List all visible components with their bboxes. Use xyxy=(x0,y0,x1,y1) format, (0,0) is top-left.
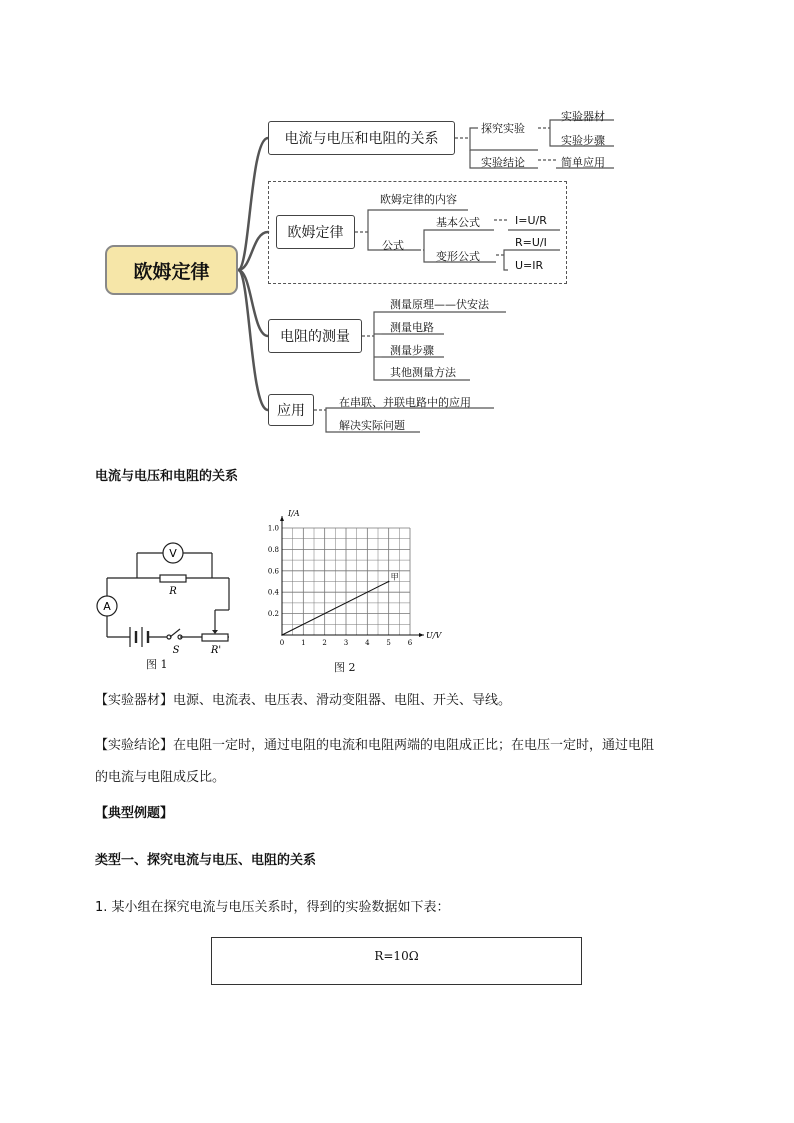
series-point xyxy=(388,581,390,583)
node-experiment-materials: 实验器材 xyxy=(561,110,605,123)
conclusion-label: 【实验结论】 xyxy=(95,738,174,753)
table-header: R=10Ω xyxy=(374,949,419,963)
node-measurement-circuit: 测量电路 xyxy=(390,321,434,334)
x-tick-label: 1 xyxy=(301,639,306,647)
node-measurement-principle: 测量原理——伏安法 xyxy=(390,298,489,311)
x-tick-label: 3 xyxy=(343,639,349,647)
y-tick-label: 0.6 xyxy=(267,567,279,576)
materials-label: 【实验器材】 xyxy=(95,693,174,708)
resistor-label: R xyxy=(169,586,177,597)
figure-1-circuit xyxy=(92,535,242,655)
node-experiment-conclusion: 实验结论 xyxy=(481,156,525,169)
y-tick-label: 0.2 xyxy=(267,610,279,619)
rheostat-label: R' xyxy=(210,645,222,655)
y-axis-label: I/A xyxy=(288,509,300,518)
node-explore-experiment: 探究实验 xyxy=(481,122,525,135)
x-axis-label: U/V xyxy=(426,631,442,640)
type1-heading: 类型一、探究电流与电压、电阻的关系 xyxy=(95,853,317,868)
x-axis-arrow xyxy=(419,633,424,637)
x-tick-label: 5 xyxy=(386,639,391,647)
section-title: 电流与电压和电阻的关系 xyxy=(95,469,239,484)
question-1: 1. 某小组在探究电流与电压关系时，得到的实验数据如下表： xyxy=(95,900,450,915)
x-tick-label: 4 xyxy=(365,639,370,647)
ammeter-label: A xyxy=(103,600,111,613)
node-simple-application: 简单应用 xyxy=(561,156,605,169)
figure-1-caption: 图 1 xyxy=(146,658,168,671)
node-formula-u: U=IR xyxy=(515,259,544,272)
chart-grid xyxy=(282,528,410,635)
branch-application: 应用 xyxy=(268,394,314,426)
node-measurement-steps: 测量步骤 xyxy=(390,344,434,357)
node-experiment-steps: 实验步骤 xyxy=(561,134,605,147)
node-other-methods: 其他测量方法 xyxy=(390,366,456,379)
voltmeter-label: V xyxy=(169,547,177,560)
figure-2-chart xyxy=(262,505,452,650)
figure-2-caption: 图 2 xyxy=(334,661,356,674)
x-tick-label: 0 xyxy=(279,639,285,647)
node-formula: 公式 xyxy=(382,239,404,252)
mindmap-root: 欧姆定律 xyxy=(105,245,238,295)
y-tick-label: 0.8 xyxy=(267,545,279,554)
node-practical-problems: 解决实际问题 xyxy=(339,419,405,432)
y-tick-label: 1.0 xyxy=(267,524,279,533)
examples-heading: 【典型例题】 xyxy=(95,806,174,821)
series-point xyxy=(281,634,283,636)
y-tick-label: 0.4 xyxy=(267,588,279,597)
branch-ohms-law: 欧姆定律 xyxy=(276,215,355,249)
x-tick-label: 6 xyxy=(407,639,413,647)
node-variant-formula: 变形公式 xyxy=(436,250,480,263)
x-tick-label: 2 xyxy=(322,639,327,647)
node-formula-r: R=U/I xyxy=(515,236,547,249)
branch-resistance-measurement: 电阻的测量 xyxy=(268,319,362,353)
chart-ticks xyxy=(268,525,413,648)
curve-label: 甲 xyxy=(390,572,399,582)
branch-current-voltage-resistance: 电流与电压和电阻的关系 xyxy=(268,121,455,155)
node-series-parallel: 在串联、并联电路中的应用 xyxy=(339,396,471,409)
node-basic-formula: 基本公式 xyxy=(436,216,480,229)
conclusion-text-1: 在电阻一定时，通过电阻的电流和电阻两端的电阻成正比；在电压一定时，通过电阻 xyxy=(173,738,655,753)
conclusion-line-2: 的电流与电阻成反比。 xyxy=(95,770,226,785)
conclusion-line-1 xyxy=(95,731,654,761)
y-axis-arrow xyxy=(280,516,284,521)
materials-paragraph xyxy=(95,686,511,716)
chart-axes xyxy=(280,516,424,637)
materials-body: 电源、电流表、电压表、滑动变阻器、电阻、开关、导线。 xyxy=(173,693,512,708)
node-formula-i: I=U/R xyxy=(515,214,547,227)
node-ohms-law-content: 欧姆定律的内容 xyxy=(380,193,457,206)
switch-label: S xyxy=(172,645,180,655)
data-table xyxy=(211,937,582,985)
